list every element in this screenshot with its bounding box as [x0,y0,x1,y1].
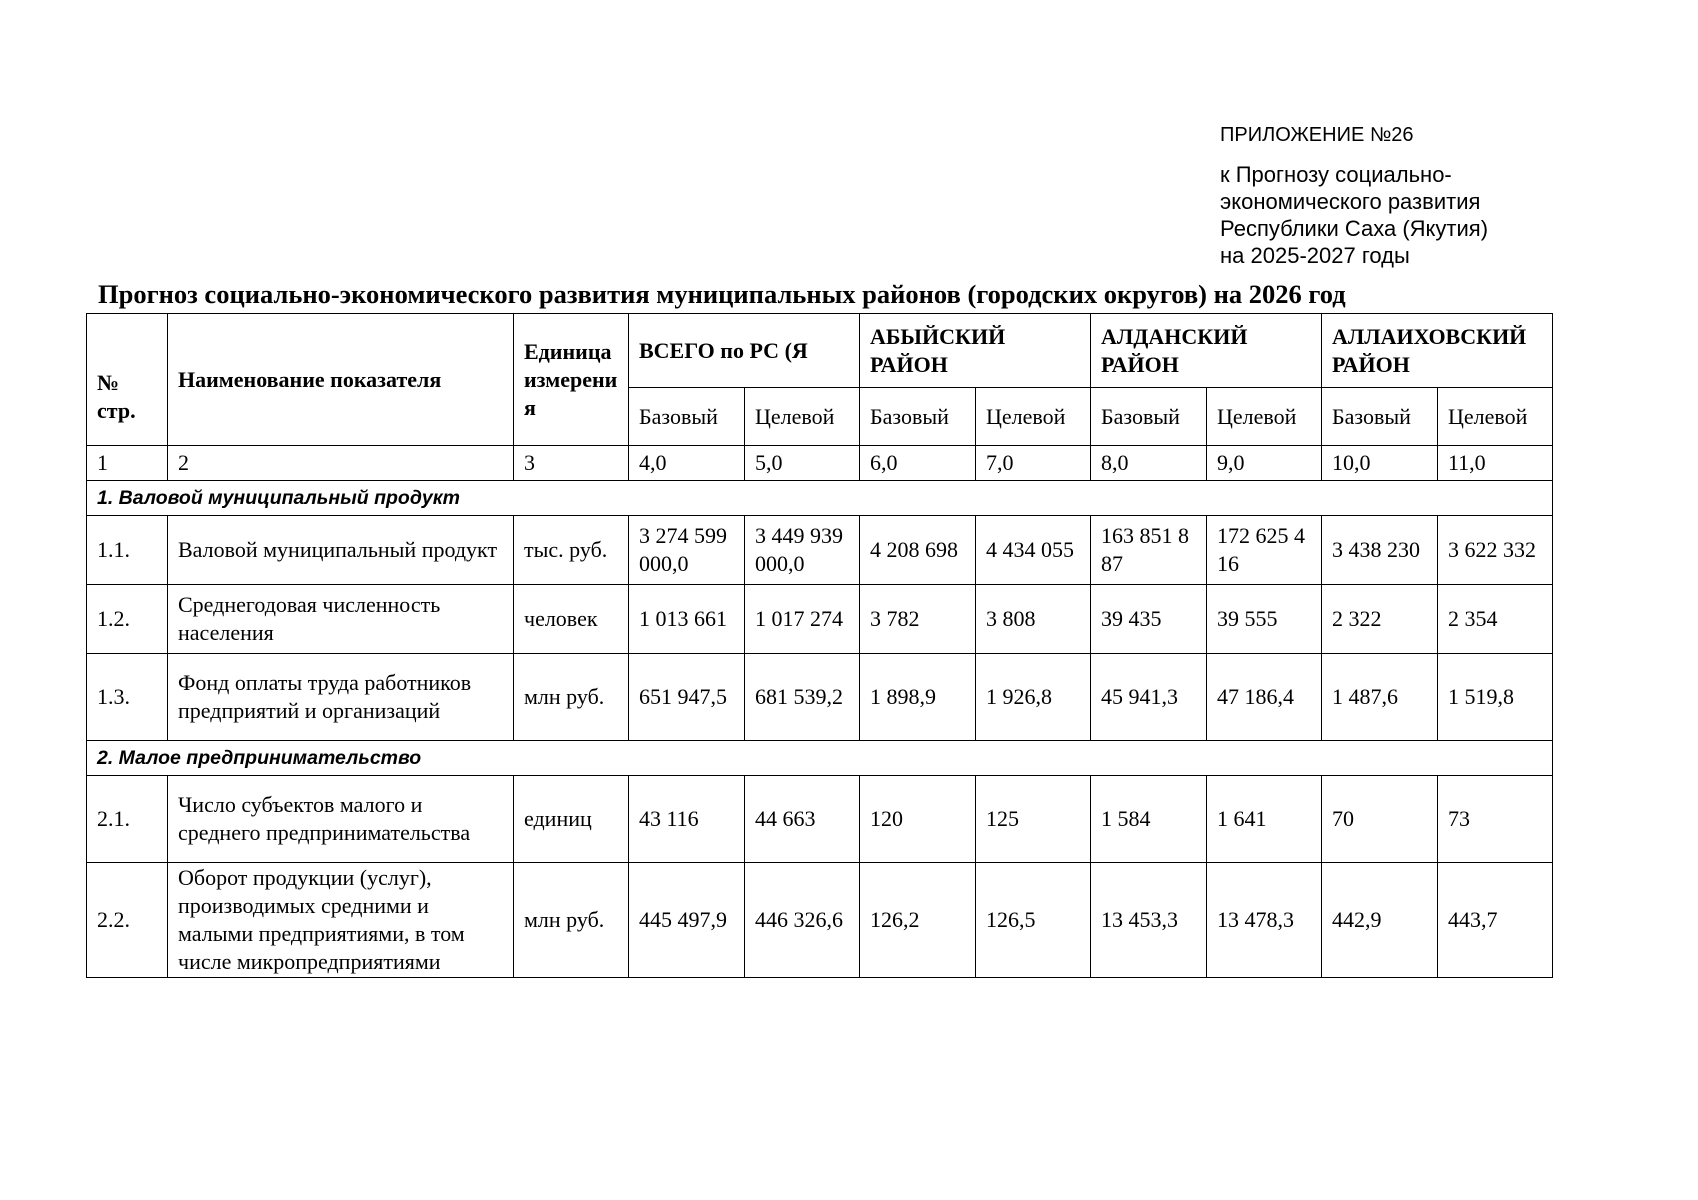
unit-cell: млн руб. [514,863,629,978]
value-cell: 163 851 887 [1091,516,1207,585]
header-unit: Единица измерения [514,314,629,446]
table-header [87,314,1553,446]
index-cell: 11,0 [1438,446,1553,481]
subheader-target: Целевой [745,388,860,446]
index-cell: 4,0 [629,446,745,481]
row-num: 2.1. [87,776,168,863]
value-cell: 1 519,8 [1438,654,1553,741]
row-num: 1.2. [87,585,168,654]
unit-cell: млн руб. [514,654,629,741]
value-cell: 39 555 [1207,585,1322,654]
header-num: № стр. [87,314,168,446]
index-row [87,446,1553,481]
value-cell: 1 926,8 [976,654,1091,741]
header-group-allaikhovsky: АЛЛАИХОВСКИЙ РАЙОН [1322,314,1553,388]
row-num: 1.3. [87,654,168,741]
index-cell: 6,0 [860,446,976,481]
table-row [87,776,1553,863]
subheader-target: Целевой [1207,388,1322,446]
value-cell: 125 [976,776,1091,863]
value-cell: 681 539,2 [745,654,860,741]
index-cell: 8,0 [1091,446,1207,481]
appendix-line: на 2025-2027 годы [1220,243,1410,268]
appendix-line: к Прогнозу социально- [1220,162,1452,187]
appendix-line: Республики Саха (Якутия) [1220,216,1489,241]
indicator-name: Валовой муниципальный продукт [168,516,514,585]
indicator-name: Среднегодовая численность населения [168,585,514,654]
index-cell: 10,0 [1322,446,1438,481]
unit-cell: человек [514,585,629,654]
value-cell: 3 438 230 [1322,516,1438,585]
indicator-name: Число субъектов малого и среднего предпринимательства [168,776,514,863]
value-cell: 446 326,6 [745,863,860,978]
appendix-block [1220,122,1660,269]
header-name: Наименование показателя [168,314,514,446]
unit-cell: единиц [514,776,629,863]
unit-cell: тыс. руб. [514,516,629,585]
subheader-target: Целевой [976,388,1091,446]
indicator-name: Оборот продукции (услуг), производимых средними и малыми предприятиями, в том числе микропредприятиями [168,863,514,978]
value-cell: 1 641 [1207,776,1322,863]
value-cell: 445 497,9 [629,863,745,978]
value-cell: 73 [1438,776,1553,863]
value-cell: 39 435 [1091,585,1207,654]
value-cell: 651 947,5 [629,654,745,741]
value-cell: 2 354 [1438,585,1553,654]
row-num: 1.1. [87,516,168,585]
value-cell: 1 584 [1091,776,1207,863]
value-cell: 172 625 416 [1207,516,1322,585]
table-row [87,516,1553,585]
index-cell: 3 [514,446,629,481]
value-cell: 126,5 [976,863,1091,978]
value-cell: 3 808 [976,585,1091,654]
value-cell: 3 274 599 000,0 [629,516,745,585]
section-title: 2. Малое предпринимательство [87,741,1553,776]
section-title: 1. Валовой муниципальный продукт [87,481,1553,516]
value-cell: 3 449 939 000,0 [745,516,860,585]
subheader-target: Целевой [1438,388,1553,446]
value-cell: 13 478,3 [1207,863,1322,978]
forecast-table [86,313,1553,978]
section-row [87,741,1553,776]
value-cell: 3 782 [860,585,976,654]
section-row [87,481,1553,516]
table-row [87,863,1553,978]
value-cell: 1 898,9 [860,654,976,741]
indicator-name: Фонд оплаты труда работников предприятий и организаций [168,654,514,741]
appendix-line: экономического развития [1220,189,1481,214]
subheader-base: Базовый [629,388,745,446]
value-cell: 70 [1322,776,1438,863]
index-cell: 7,0 [976,446,1091,481]
value-cell: 47 186,4 [1207,654,1322,741]
value-cell: 13 453,3 [1091,863,1207,978]
index-cell: 2 [168,446,514,481]
row-num: 2.2. [87,863,168,978]
appendix-title: ПРИЛОЖЕНИЕ №26 [1220,124,1414,146]
header-group-total: ВСЕГО по РС (Я [629,314,860,388]
table-row [87,654,1553,741]
subheader-base: Базовый [860,388,976,446]
header-group-abyisky: АБЫЙСКИЙ РАЙОН [860,314,1091,388]
table-row [87,585,1553,654]
value-cell: 2 322 [1322,585,1438,654]
document-title: Прогноз социально-экономического развития муниципальных районов (городских округов) на 2026 год [98,279,1346,309]
value-cell: 1 487,6 [1322,654,1438,741]
index-cell: 1 [87,446,168,481]
subheader-base: Базовый [1091,388,1207,446]
value-cell: 4 434 055 [976,516,1091,585]
value-cell: 120 [860,776,976,863]
value-cell: 443,7 [1438,863,1553,978]
value-cell: 43 116 [629,776,745,863]
index-cell: 9,0 [1207,446,1322,481]
header-group-aldansky: АЛДАНСКИЙ РАЙОН [1091,314,1322,388]
subheader-base: Базовый [1322,388,1438,446]
value-cell: 1 013 661 [629,585,745,654]
value-cell: 126,2 [860,863,976,978]
value-cell: 442,9 [1322,863,1438,978]
value-cell: 4 208 698 [860,516,976,585]
value-cell: 3 622 332 [1438,516,1553,585]
table-body [87,446,1553,978]
value-cell: 45 941,3 [1091,654,1207,741]
value-cell: 1 017 274 [745,585,860,654]
value-cell: 44 663 [745,776,860,863]
index-cell: 5,0 [745,446,860,481]
